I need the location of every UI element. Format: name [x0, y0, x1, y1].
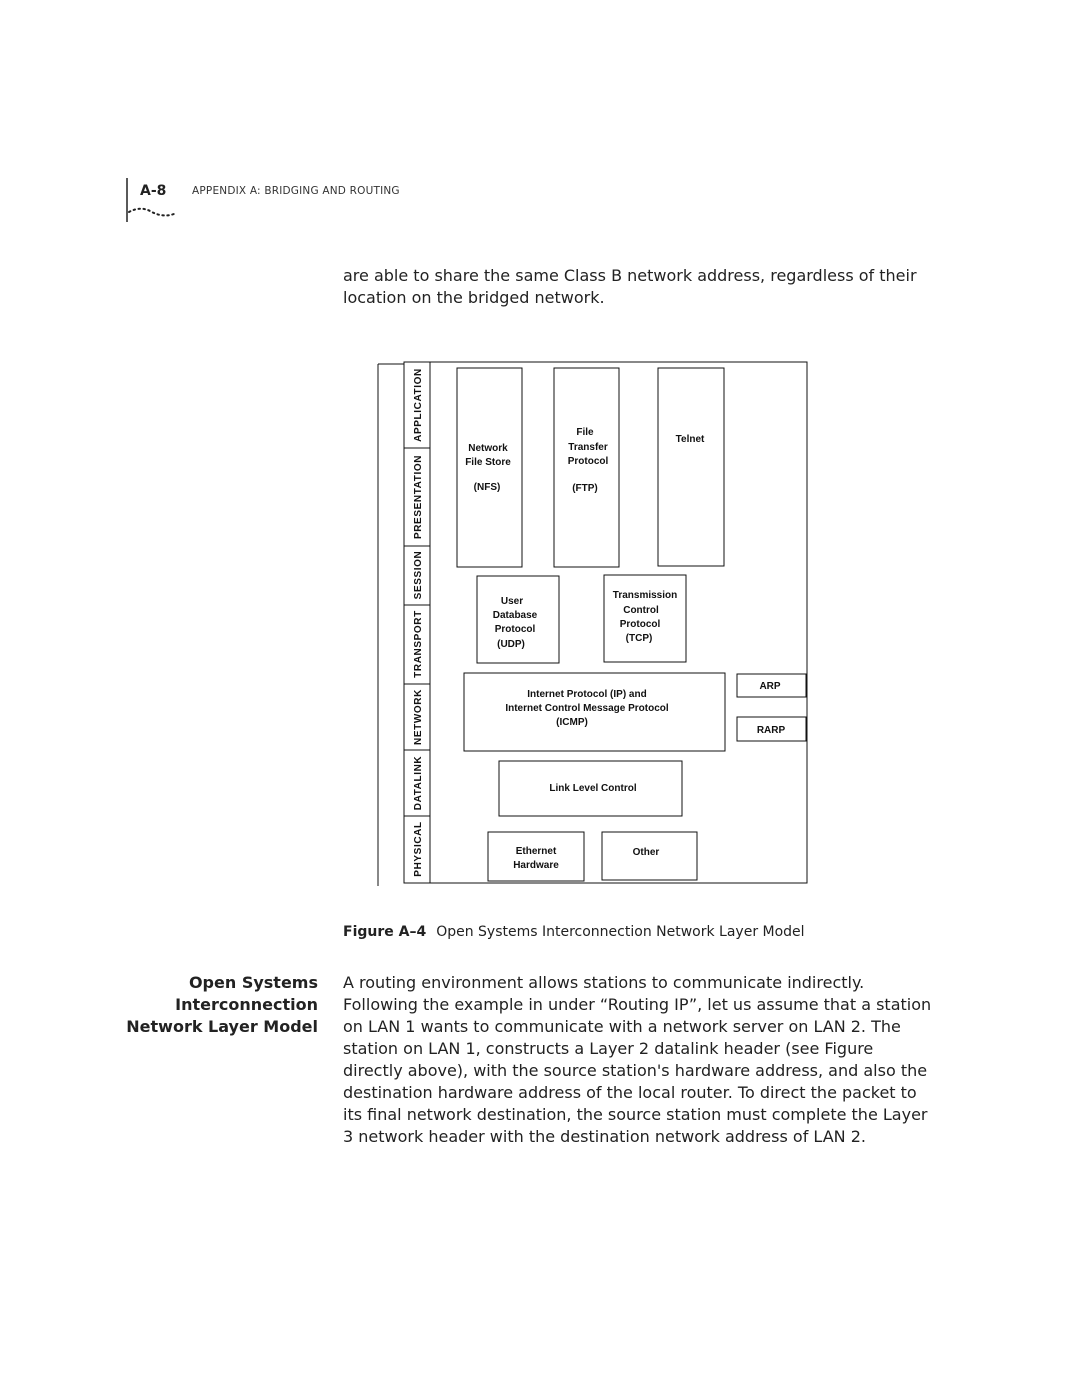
section-heading-line2: Interconnection — [175, 995, 318, 1014]
udp-label-line1: User — [500, 596, 524, 607]
ip-label-line2: Internet Control Message Protocol — [505, 703, 669, 714]
layer-label-network: NETWORK — [413, 689, 424, 745]
figure-caption-text: Open Systems Interconnection Network Layer Model — [436, 924, 805, 940]
page-number: A-8 — [140, 183, 167, 199]
page-header — [126, 178, 486, 226]
running-header-title: APPENDIX A: BRIDGING AND ROUTING — [192, 185, 400, 197]
udp-abbr: (UDP) — [497, 639, 525, 650]
arp-label: ARP — [759, 681, 781, 692]
nfs-abbr: (NFS) — [473, 482, 501, 493]
section-heading-line3: Network Layer Model — [126, 1017, 318, 1036]
ethernet-label-line1: Ethernet — [515, 846, 557, 857]
rarp-label: RARP — [756, 725, 786, 736]
layer-label-datalink: DATALINK — [413, 755, 424, 811]
icmp-abbr: (ICMP) — [556, 717, 588, 728]
ftp-abbr: (FTP) — [572, 483, 598, 494]
tcp-label-line2: Control — [623, 605, 659, 616]
ethernet-label-line2: Hardware — [513, 860, 559, 871]
section-heading — [110, 972, 318, 1038]
llc-label: Link Level Control — [549, 783, 637, 794]
ftp-label-line2: Transfer — [568, 442, 608, 453]
section-body-paragraph: A routing environment allows stations to communicate indirectly. Following the example in under “Routing IP”, let us assume that a station on LAN 1 wants to communicate with a network server on LAN 2. The station on LAN 1, constructs a Layer 2 datalink header (see Figure directly above), with the source station's hardware address, and also the destination hardware address of the local router. To direct the packet to its final network destination, the source station must complete the Layer 3 network header with the destination network address of LAN 2. — [343, 973, 932, 1146]
nfs-label-line1: Network — [468, 443, 508, 454]
layer-label-session: SESSION — [413, 550, 424, 600]
other-label: Other — [632, 847, 660, 858]
tcp-abbr: (TCP) — [625, 633, 653, 644]
diagram-outer-frame — [404, 362, 807, 883]
layer-label-application: APPLICATION — [413, 368, 424, 442]
udp-label-line2: Database — [492, 610, 538, 621]
ip-label-line1: Internet Protocol (IP) and — [527, 689, 647, 700]
figure-number: Figure A–4 — [343, 924, 427, 940]
tcp-label-line1: Transmission — [612, 590, 678, 601]
figure-caption — [343, 924, 805, 940]
telnet-box — [658, 368, 724, 566]
layer-label-presentation: PRESENTATION — [413, 454, 424, 540]
ftp-box — [554, 368, 619, 567]
layer-label-transport: TRANSPORT — [413, 610, 424, 678]
osi-layer-diagram — [373, 358, 813, 894]
layer-label-physical: PHYSICAL — [413, 821, 424, 877]
telnet-label: Telnet — [675, 434, 705, 445]
intro-paragraph: are able to share the same Class B network address, regardless of their location on the bridged network. — [343, 266, 917, 307]
ftp-label-line1: File — [576, 427, 594, 438]
tcp-label-line3: Protocol — [619, 619, 661, 630]
udp-label-line3: Protocol — [494, 624, 536, 635]
section-heading-line1: Open Systems — [188, 973, 318, 992]
ftp-label-line3: Protocol — [567, 456, 609, 467]
nfs-label-line2: File Store — [465, 457, 511, 468]
